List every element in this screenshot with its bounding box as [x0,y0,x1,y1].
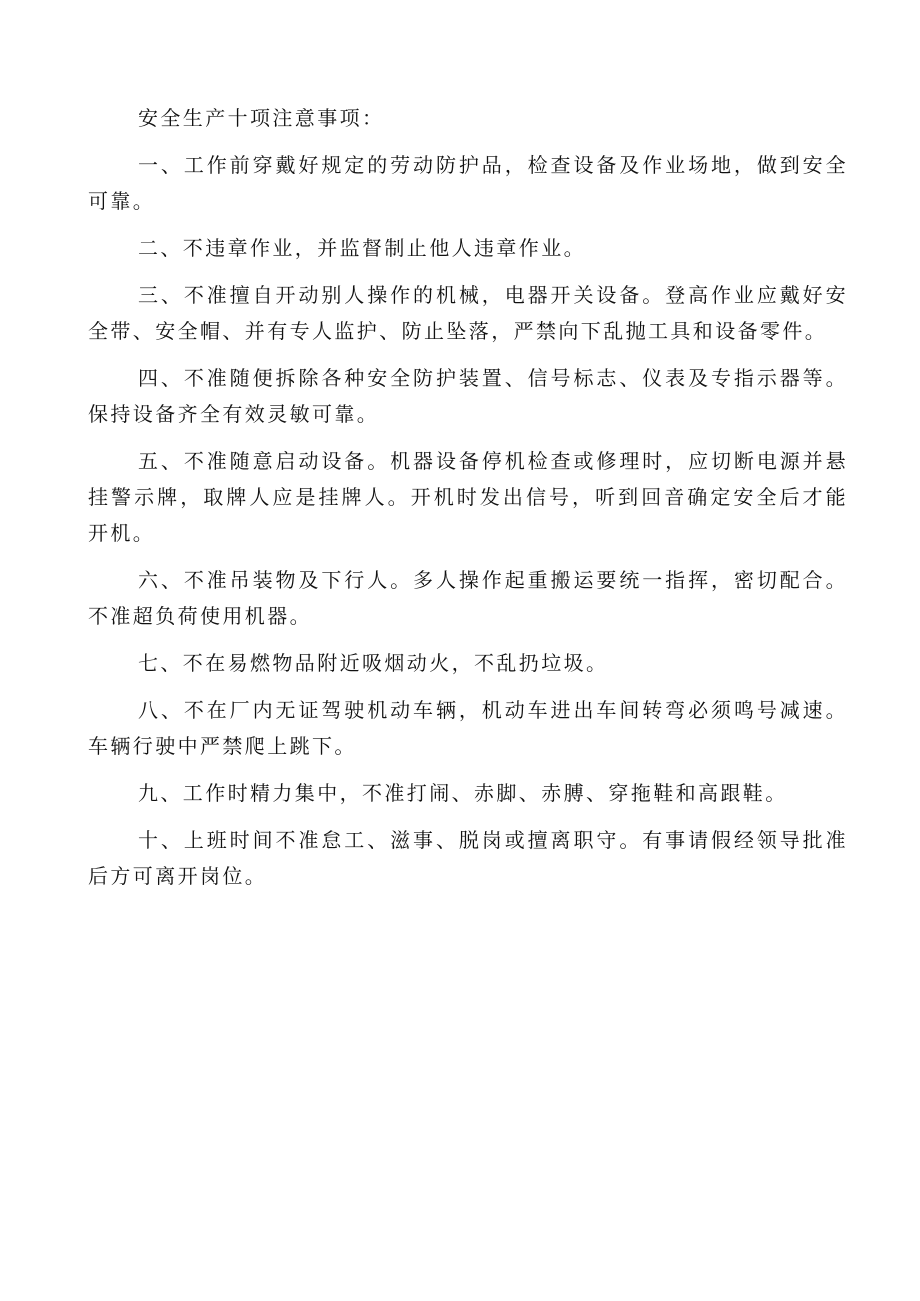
rule-item-8: 八、不在厂内无证驾驶机动车辆，机动车进出车间转弯必须鸣号减速。车辆行驶中严禁爬上跳下。 [88,698,848,758]
rule-item-5: 五、不准随意启动设备。机器设备停机检查或修理时，应切断电源并悬挂警示牌，取牌人应是挂牌人。开机时发出信号，听到回音确定安全后才能开机。 [88,449,848,545]
rule-item-10: 十、上班时间不准怠工、滋事、脱岗或擅离职守。有事请假经领导批准后方可离开岗位。 [88,828,848,888]
rule-item-6: 六、不准吊装物及下行人。多人操作起重搬运要统一指挥，密切配合。不准超负荷使用机器。 [88,568,848,628]
rule-item-1: 一、工作前穿戴好规定的劳动防护品，检查设备及作业场地，做到安全可靠。 [88,153,848,213]
rule-item-3: 三、不准擅自开动别人操作的机械，电器开关设备。登高作业应戴好安全带、安全帽、并有专人监护、防止坠落，严禁向下乱抛工具和设备零件。 [88,283,848,343]
rule-item-2: 二、不违章作业，并监督制止他人违章作业。 [138,236,586,260]
document-body [88,100,848,905]
rule-item-7: 七、不在易燃物品附近吸烟动火，不乱扔垃圾。 [138,651,609,675]
rule-item-4: 四、不准随便拆除各种安全防护装置、信号标志、仪表及专指示器等。保持设备齐全有效灵敏可靠。 [88,366,848,426]
rule-item-9: 九、工作时精力集中，不准打闹、赤脚、赤膊、穿拖鞋和高跟鞋。 [138,781,788,805]
document-heading: 安全生产十项注意事项： [138,106,385,130]
